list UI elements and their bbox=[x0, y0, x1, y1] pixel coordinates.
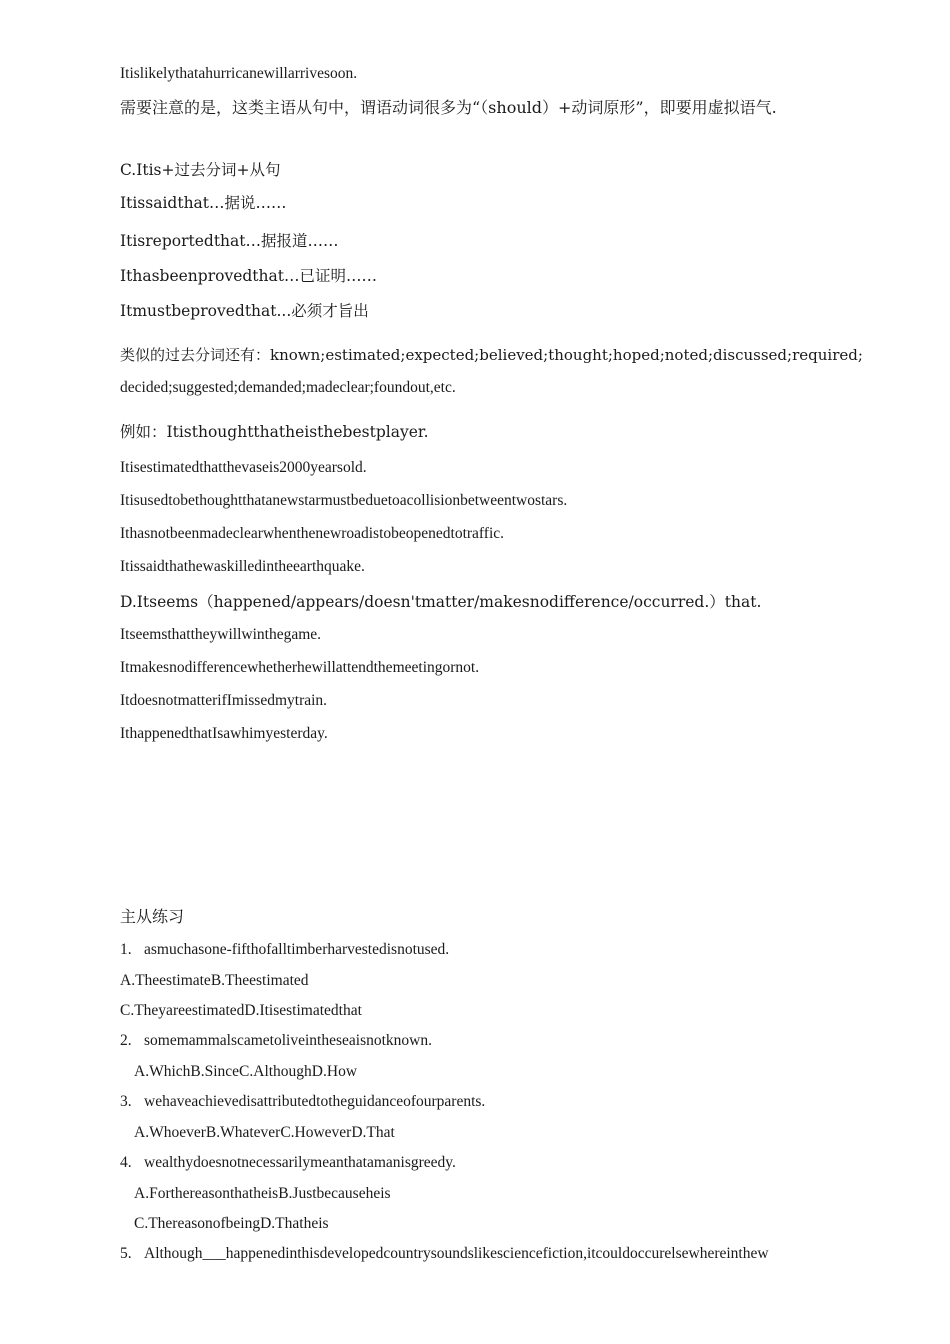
question-text: somemammalscametoliveintheseaisnotknown. bbox=[144, 1032, 432, 1049]
question-number: 3. bbox=[120, 1093, 132, 1110]
example-sentence: IthappenedthatIsawhimyesterday. bbox=[120, 725, 328, 742]
question-4 bbox=[120, 1153, 456, 1173]
question-1 bbox=[120, 940, 449, 960]
example-sentence: ItdoesnotmatterifImissedmytrain. bbox=[120, 692, 328, 709]
example-sentence: Itissaidthathewaskilledintheearthquake. bbox=[120, 558, 365, 575]
phrase-said: Itissaidthat…据说…… bbox=[120, 194, 287, 212]
participle-list: 类似的过去分词还有：known;estimated;expected;believed;thought;hoped;noted;discussed;required; bbox=[120, 346, 863, 364]
section-heading-d: D.Itseems（happened/appears/doesn'tmatter/makesnodifference/occurred.）that. bbox=[120, 593, 762, 611]
question-4-options-a: A.ForthereasonthatheisB.Justbecauseheis bbox=[134, 1185, 391, 1202]
question-text: Although___happenedinthisdevelopedcountrysoundslikesciencefiction,itcouldoccurelsewhereinthew bbox=[144, 1245, 769, 1262]
section-heading-c: C.Itis+过去分词+从句 bbox=[120, 161, 281, 179]
example-sentence: Itisusedtobethoughtthatanewstarmustbeduetoacollisionbetweentwostars. bbox=[120, 492, 568, 509]
phrase-must-be-proved: Itmustbeprovedthat...必须才旨出 bbox=[120, 302, 369, 320]
question-number: 4. bbox=[120, 1154, 132, 1171]
note-paragraph: 需要注意的是，这类主语从句中，谓语动词很多为“（should）+动词原形”，即要用虚拟语气. bbox=[120, 98, 777, 117]
example-sentence: Itmakesnodifferencewhetherhewillattendthemeetingornot. bbox=[120, 659, 480, 676]
exercise-title: 主从练习 bbox=[120, 907, 185, 926]
question-text: wehaveachievedisattributedtotheguidanceofourparents. bbox=[144, 1093, 486, 1110]
question-1-options-a: A.TheestimateB.Theestimated bbox=[120, 972, 309, 989]
question-number: 1. bbox=[120, 941, 132, 958]
example-sentence: Itislikelythatahurricanewillarrivesoon. bbox=[120, 65, 358, 82]
question-3 bbox=[120, 1092, 485, 1112]
phrase-reported: Itisreportedthat…据报道…… bbox=[120, 232, 339, 250]
question-text: wealthydoesnotnecessarilymeanthatamanisgreedy. bbox=[144, 1154, 456, 1171]
example-sentence: Itisestimatedthatthevaseis2000yearsold. bbox=[120, 459, 367, 476]
example-intro: 例如：Itisthoughtthatheisthebestplayer. bbox=[120, 423, 429, 441]
question-4-options-b: C.ThereasonofbeingD.Thatheis bbox=[134, 1215, 329, 1232]
example-sentence: Itseemsthattheywillwinthegame. bbox=[120, 626, 322, 643]
question-text: asmuchasone-fifthofalltimberharvestedisnotused. bbox=[144, 941, 450, 958]
question-number: 5. bbox=[120, 1245, 132, 1262]
example-sentence: Ithasnotbeenmadeclearwhenthenewroadistobeopenedtotraffic. bbox=[120, 525, 505, 542]
question-2 bbox=[120, 1031, 432, 1051]
question-number: 2. bbox=[120, 1032, 132, 1049]
phrase-proved: Ithasbeenprovedthat…已证明…… bbox=[120, 267, 377, 285]
question-5 bbox=[120, 1244, 830, 1264]
participle-list-cont: decided;suggested;demanded;madeclear;foundout,etc. bbox=[120, 379, 456, 396]
question-1-options-b: C.TheyareestimatedD.Itisestimatedthat bbox=[120, 1002, 362, 1019]
question-3-options: A.WhoeverB.WhateverC.HoweverD.That bbox=[134, 1124, 395, 1141]
question-2-options: A.WhichB.SinceC.AlthoughD.How bbox=[134, 1063, 358, 1080]
